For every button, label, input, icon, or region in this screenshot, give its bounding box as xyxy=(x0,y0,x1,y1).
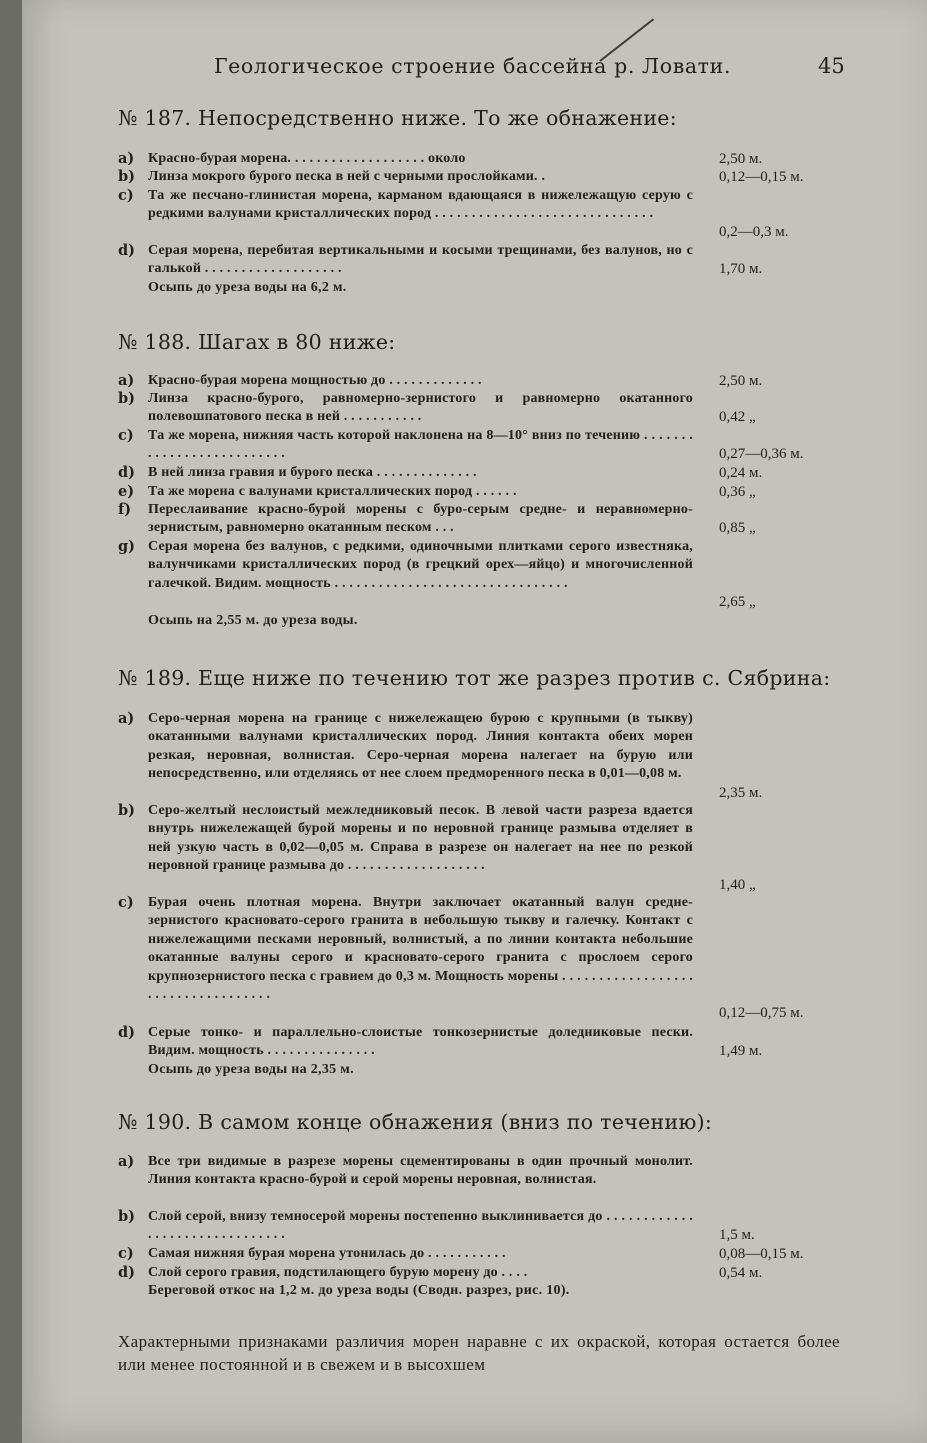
entry-text: В ней линза гравия и бурого песка . . . . . . . . . . . . . . xyxy=(148,465,477,480)
entry-label: b) xyxy=(118,1208,135,1225)
entry-text: Та же морена с валунами кристаллических пород . . . . . . xyxy=(148,484,517,499)
entry-value: 0,54 м. xyxy=(719,1265,763,1281)
entry-label: e) xyxy=(118,483,135,500)
entry-label: d) xyxy=(118,464,135,481)
page-number: 45 xyxy=(818,54,845,78)
running-title: Геологическое строение бассейна р. Ловати. xyxy=(214,54,731,78)
entry-value: 0,36 „ xyxy=(719,484,756,500)
entry-text: Та же морена, нижняя часть которой наклонена на 8—10° вниз по течению . . . . . . . . . . . . . . . . . . . . . . . . . . xyxy=(148,428,693,462)
entry-value: 0,2—0,3 м. xyxy=(719,224,789,240)
entry-text: Самая нижняя бурая морена утонилась до . . . . . . . . . . . xyxy=(148,1246,506,1261)
entry-label: f) xyxy=(118,501,132,518)
entry-value: 0,85 „ xyxy=(719,520,756,536)
entry-value: 0,12—0,15 м. xyxy=(719,169,804,185)
entry-label: c) xyxy=(118,427,134,444)
entry-label: d) xyxy=(118,1264,135,1281)
entry-label: d) xyxy=(118,1024,135,1041)
book-page xyxy=(22,0,927,1443)
entry-value: 2,65 „ xyxy=(719,594,756,610)
entry-value: 2,50 м. xyxy=(719,373,763,389)
section-heading-187: № 187. Непосредственно ниже. То же обнажение: xyxy=(118,106,677,130)
entry-value: 0,24 м. xyxy=(719,465,763,481)
entry-text: Бурая очень плотная морена. Внутри заключает окатанный валун средне-зернистого красновато-серого гранита в небольшую тыкву и галечку. Контакт с нижележащими песками неровный, волнистый, а по линии контакта небольшие окатанные валуны серого и красновато-серого гранита с прослоем серого крупнозернистого песка с гравием до 0,3 м. Мощность морены . . . . . . . . . . . . . . . . . . . . . . . . . . . . . . . . . . . xyxy=(148,895,693,1003)
entry-text: Красно-бурая морена мощностью до . . . . . . . . . . . . . xyxy=(148,373,482,388)
entry-text: Линза мокрого бурого песка в ней с черными прослойками. . xyxy=(148,169,546,184)
entry-label: g) xyxy=(118,538,135,555)
section-heading-189: № 189. Еще ниже по течению тот же разрез против с. Сябрина: xyxy=(118,666,831,690)
entry-value: 1,5 м. xyxy=(719,1227,755,1243)
section-note: Береговой откос на 1,2 м. до уреза воды (Сводн. разрез, рис. 10). xyxy=(148,1283,570,1298)
entry-text: Серая морена без валунов, с редкими, одиночными плитками серого известняка, валунчиками кристаллических пород (в грецкий орех—яйцо) и многочисленной галечкой. Видим. мощность . . . . . . . . . . . . . . . . . . . . . . . . . . . . . . . . xyxy=(148,539,693,591)
entry-value: 0,12—0,75 м. xyxy=(719,1005,804,1021)
entry-text: Слой серого гравия, подстилающего бурую морену до . . . . xyxy=(148,1265,528,1280)
entry-label: a) xyxy=(118,1153,135,1170)
section-heading-190: № 190. В самом конце обнажения (вниз по течению): xyxy=(118,1110,713,1134)
entry-text: Серая морена, перебитая вертикальными и косыми трещинами, без валунов, но с галькой . . . . . . . . . . . . . . . . . . . xyxy=(148,243,693,277)
entry-text: Серо-желтый неслоистый межледниковый песок. В левой части разреза вдается внутрь нижележащей бурой морены и по неровной границе размыва отделяет в ней узкую часть в 0,02—0,05 м. Справа в разрезе он налегает на нее по резкой неровной границе размыва до . . . . . . . . . . . . . . . . . . . xyxy=(148,803,693,874)
entry-text: Та же песчано-глинистая морена, карманом вдающаяся в нижележащую серую с редкими валунами кристаллических пород . . . . . . . . . . . . . . . . . . . . . . . . . . . . . . xyxy=(148,188,693,222)
entry-text: Все три видимые в разрезе морены сцементированы в один прочный монолит. Линия контакта красно-бурой и серой морены неровная, волнистая. xyxy=(148,1154,693,1188)
section-note: Осыпь до уреза воды на 2,35 м. xyxy=(148,1062,354,1077)
entry-label: b) xyxy=(118,390,135,407)
entry-label: a) xyxy=(118,150,135,167)
entry-text: Слой серой, внизу темносерой морены постепенно выклинивается до . . . . . . . . . . . . . . . . . . . . . . . . . . . . . . . xyxy=(148,1209,693,1243)
section-heading-188: № 188. Шагах в 80 ниже: xyxy=(118,330,396,354)
entry-value: 1,40 „ xyxy=(719,877,756,893)
entry-text: Серо-черная морена на границе с нижележащею бурою с крупными (в тыкву) окатанными валунами кристаллических пород. Линия контакта обеих морен резкая, неровная, волнистая. Серо-черная морена налегает на бурую или непосредственно, или отделяясь от нее слоем предморенного песка в 0,01—0,08 м. xyxy=(148,711,693,782)
entry-value: 1,49 м. xyxy=(719,1043,763,1059)
entry-text: Переслаивание красно-бурой морены с буро-серым средне- и неравномерно-зернистым, равномерно окатанным песком . . . xyxy=(148,502,693,536)
section-note: Осыпь на 2,55 м. до уреза воды. xyxy=(148,613,358,628)
entry-text: Серые тонко- и параллельно-слоистые тонкозернистые доледниковые пески. Видим. мощность . . . . . . . . . . . . . . . xyxy=(148,1025,693,1059)
entry-label: c) xyxy=(118,1245,134,1262)
entry-value: 0,27—0,36 м. xyxy=(719,446,804,462)
entry-value: 1,70 м. xyxy=(719,261,763,277)
entry-label: b) xyxy=(118,802,135,819)
entry-value: 0,42 „ xyxy=(719,409,756,425)
entry-label: b) xyxy=(118,168,135,185)
entry-value: 2,35 м. xyxy=(719,785,763,801)
page-header xyxy=(22,54,927,84)
section-note: Осыпь до уреза воды на 6,2 м. xyxy=(148,280,347,295)
entry-label: a) xyxy=(118,372,135,389)
entry-value: 2,50 м. xyxy=(719,151,763,167)
entry-text: Линза красно-бурого, равномерно-зернистого и равномерно окатанного полевошпатового песка в ней . . . . . . . . . . . xyxy=(148,391,693,425)
entry-value: 0,08—0,15 м. xyxy=(719,1246,804,1262)
entry-label: d) xyxy=(118,242,135,259)
entry-label: a) xyxy=(118,710,135,727)
entry-label: c) xyxy=(118,894,134,911)
closing-paragraph: Характерными признаками различия морен наравне с их окраской, которая остается более или менее постоянной и в свежем и в высохшем xyxy=(118,1332,840,1374)
entry-label: c) xyxy=(118,187,134,204)
entry-text: Красно-бурая морена. . . . . . . . . . . . . . . . . . . около xyxy=(148,151,466,166)
